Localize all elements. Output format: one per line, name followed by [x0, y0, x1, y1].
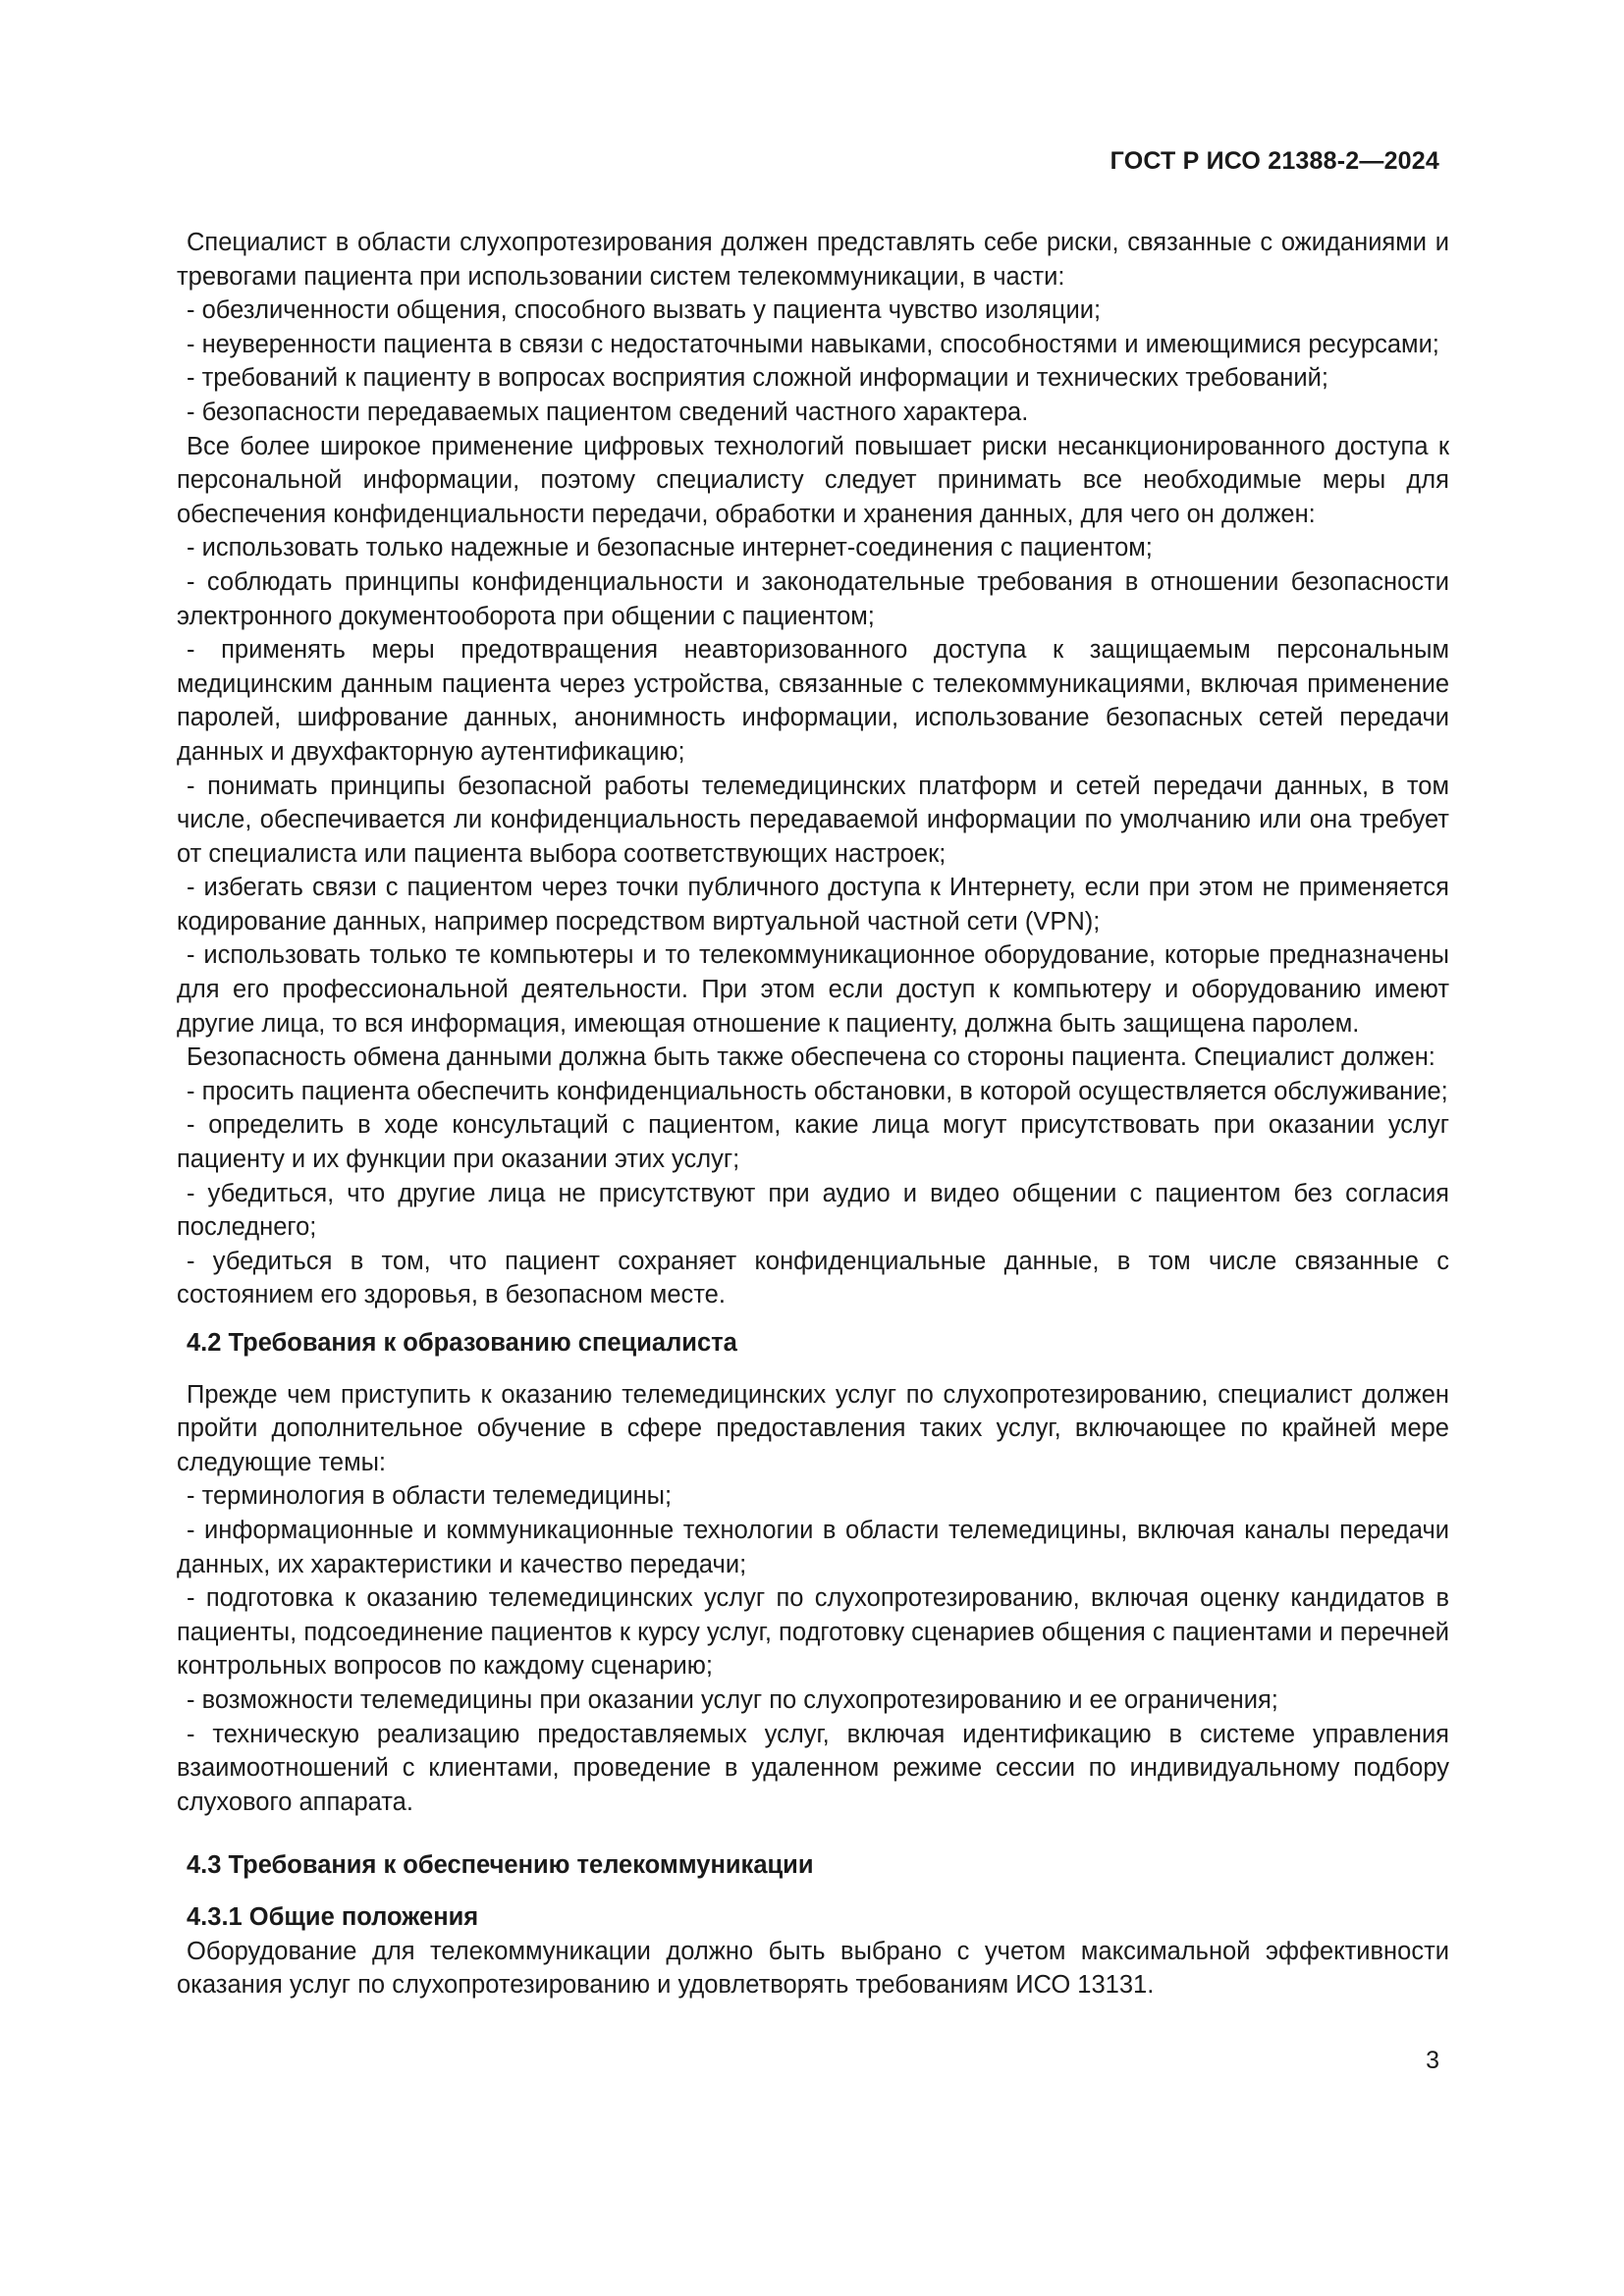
- list-item: - возможности телемедицины при оказании услуг по слухопротезированию и ее ограничения;: [187, 1685, 1278, 1714]
- page-number: 3: [1426, 2047, 1439, 2074]
- subsection-heading: 4.3.1 Общие положения: [187, 1902, 479, 1931]
- list-item: - определить в ходе консультаций с пациентом, какие лица могут присутствовать при оказании услуг пациенту и их функции при оказании этих услуг;: [177, 1111, 1449, 1174]
- list-item: - соблюдать принципы конфиденциальности и законодательные требования в отношении безопасности электронного документооборота при общении с пациентом;: [177, 567, 1449, 630]
- paragraph: Оборудование для телекоммуникации должно быть выбрано с учетом максимальной эффективности оказания услуг по слухопротезированию и удовлетворять требованиям ИСО 13131.: [177, 1937, 1449, 2000]
- list-item: - терминология в области телемедицины;: [187, 1482, 673, 1511]
- list-item: - понимать принципы безопасной работы телемедицинских платформ и сетей передачи данных, в том числе, обеспечивается ли конфиденциальность передаваемой информации по умолчанию или она требует от специалиста или пациента выбора соответствующих настроек;: [177, 772, 1449, 868]
- list-item: - использовать только те компьютеры и то телекоммуникационное оборудование, которые предназначены для его профессиональной деятельности. При этом если доступ к компьютеру и оборудованию имеют другие лица, то вся информация, имеющая отношение к пациенту, должна быть защищена паролем.: [177, 941, 1449, 1038]
- paragraph: Специалист в области слухопротезирования должен представлять себе риски, связанные с ожиданиями и тревогами пациента при использовании систем телекоммуникации, в части:: [177, 229, 1449, 291]
- list-item: - избегать связи с пациентом через точки публичного доступа к Интернету, если при этом не применяется кодирование данных, например посредством виртуальной частной сети (VPN);: [177, 874, 1449, 935]
- list-item: - техническую реализацию предоставляемых услуг, включая идентификацию в системе управления взаимоотношений с клиентами, проведение в удаленном режиме сессии по индивидуальному подбору слухового аппарата.: [177, 1720, 1449, 1816]
- list-item: - использовать только надежные и безопасные интернет-соединения с пациентом;: [187, 534, 1153, 562]
- document-body: [177, 226, 1449, 2002]
- document-header-id: ГОСТ Р ИСО 21388-2—2024: [1110, 147, 1439, 175]
- paragraph: Все более широкое применение цифровых технологий повышает риски несанкционированного доступа к персональной информации, поэтому специалисту следует принимать все необходимые меры для обеспечения конфиденциальности передачи, обработки и хранения данных, для чего он должен:: [177, 432, 1449, 528]
- paragraph: Безопасность обмена данными должна быть также обеспечена со стороны пациента. Специалист должен:: [187, 1043, 1435, 1072]
- list-item: - требований к пациенту в вопросах восприятия сложной информации и технических требований;: [187, 364, 1328, 393]
- list-item: - информационные и коммуникационные технологии в области телемедицины, включая каналы передачи данных, их характеристики и качество передачи;: [177, 1516, 1449, 1578]
- section-heading: 4.3 Требования к обеспечению телекоммуникации: [187, 1851, 814, 1880]
- list-item: - безопасности передаваемых пациентом сведений частного характера.: [187, 398, 1029, 426]
- list-item: - обезличенности общения, способного вызвать у пациента чувство изоляции;: [187, 296, 1102, 325]
- list-item: - просить пациента обеспечить конфиденциальность обстановки, в которой осуществляется обслуживание;: [187, 1077, 1448, 1105]
- list-item: - неуверенности пациента в связи с недостаточными навыками, способностями и имеющимися ресурсами;: [187, 330, 1439, 358]
- list-item: - применять меры предотвращения неавторизованного доступа к защищаемым персональным медицинским данным пациента через устройства, связанные с телекоммуникациями, включая применение паролей, шифрование данных, анонимность информации, использование безопасных сетей передачи данных и двухфакторную аутентификацию;: [177, 636, 1449, 766]
- list-item: - убедиться в том, что пациент сохраняет конфиденциальные данные, в том числе связанные с состоянием его здоровья, в безопасном месте.: [177, 1247, 1449, 1309]
- list-item: - убедиться, что другие лица не присутствуют при аудио и видео общении с пациентом без согласия последнего;: [177, 1179, 1449, 1242]
- list-item: - подготовка к оказанию телемедицинских услуг по слухопротезированию, включая оценку кандидатов в пациенты, подсоединение пациентов к курсу услуг, подготовку сценариев общения с пациентами и перечней контрольных вопросов по каждому сценарию;: [177, 1584, 1449, 1681]
- section-heading: 4.2 Требования к образованию специалиста: [187, 1329, 737, 1357]
- paragraph: Прежде чем приступить к оказанию телемедицинских услуг по слухопротезированию, специалист должен пройти дополнительное обучение в сфере предоставления таких услуг, включающее по крайней мере следующие темы:: [177, 1380, 1449, 1476]
